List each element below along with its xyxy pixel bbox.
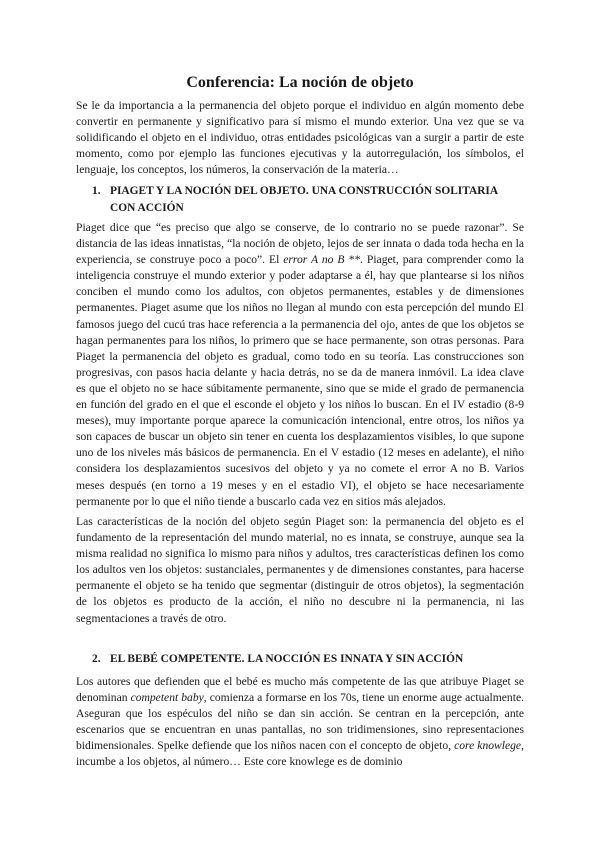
section-2-p1-emphasis-1: competent baby <box>130 691 204 705</box>
section-2-paragraph-1 <box>76 674 524 771</box>
section-1-paragraph-2: Las características de la noción del objeto según Piaget son: la permanencia del objeto es el fundamento de la representación del mundo material, no es innata, se construye, aunque sea la misma realidad no significa lo mismo para niños y adultos, tres características definen los como los adultos ven los objetos: sustanciales, permanentes y de dimensiones constantes, para hacerse permanente el objeto se ha tenido que segmentar (distinguir de otros objetos), la segmentación de los objetos es producto de la acción, el niño no descubre ni la permanencia, ni las segmentaciones a través de otro. <box>76 515 524 625</box>
page-title: Conferencia: La noción de objeto <box>186 74 414 91</box>
section-2-heading <box>92 651 524 668</box>
section-2-p1-text-a: Los autores que defienden que el bebé es mucho más competente de las que atribuye Piaget se denominan <box>76 675 524 705</box>
section-2-p1-text-c: , incumbe a los objetos, al número… Este core knowlege es de dominio <box>76 739 524 769</box>
section-2-number: 2. <box>92 653 101 665</box>
section-2-p1-text-b: , comienza a formarse en los 70s, tiene un enorme auge actualmente. Aseguran que los espéculos del niño se dan sin acción. Se centran en la percepción, ante escenarios que se encuentran en unas pantallas, no son tridimensiones, sino representaciones bidimensionales. Spelke defiende que los niños nacen con el concepto de objeto, <box>76 691 524 753</box>
section-1-p1-text-b: . Piaget, para comprender como la inteligencia construye el mundo exterior y poder adaptarse a él, hay que plantearse si los niños conciben el mundo como los adultos, con objetos permanentes, estables y de dimensiones permanentes. Piaget asume que los niños no llegan al mundo con esta percepción del mundo El famosos juego del cucú tras hace referencia a la permanencia del ojo, antes de que los objetos se hagan permanentes para los niños, lo primero que se hace permanente, son otras personas. Para Piaget la permanencia del objeto es gradual, como todo en su teoría. Las construcciones son progresivas, con pasos hacia delante y hacia detrás, no se da de manera inmóvil. La idea clave es que el objeto no se hace súbitamente permanente, sino que se mide el grado de permanencia en función del grado en el que el esconde el objeto y los niños lo buscan. En el IV estadio (8-9 meses), muy importante porque aparece la comunicación intencional, entre otros, los niños ya son capaces de buscar un objeto sin tener en cuenta los desplazamientos visibles, lo que supone uno de los niveles más básicos de permanencia. En el V estadio (12 meses en adelante), el niño considera los desplazamientos sucesivos del objeto y ya no comete el error A no B. Varios meses después (en torno a 19 meses y en el estadio VI), el objeto se hace necesariamente permanente por lo que el niño tiende a buscarlo cada vez en sitios más alejados. <box>76 253 524 508</box>
section-1-number: 1. <box>92 185 101 197</box>
intro-paragraph: Se le da importancia a la permanencia del objeto porque el individuo en algún momento debe convertir en permanente y significativo para sí mismo el mundo exterior. Una vez que se va solidificando el objeto en el individuo, otras entidades psicológicas van a surgir a partir de este momento, como por ejemplo las funciones ejecutivas y la autorregulación, los símbolos, el lenguaje, los conceptos, los números, la conservación de la materia… <box>76 99 524 177</box>
section-2-heading-text: EL BEBÉ COMPETENTE. LA NOCCIÓN ES INNATA Y SIN ACCIÓN <box>110 653 464 665</box>
section-1-heading-line1: PIAGET Y LA NOCIÓN DEL OBJETO. UNA CONSTRUCCIÓN SOLITARIA <box>110 185 499 197</box>
section-1-heading-line2: CON ACCIÓN <box>110 201 184 214</box>
section-1-heading <box>92 183 524 216</box>
section-1-p1-text-a: Piaget dice que “es preciso que algo se conserve, de lo contrario no se puede razonar”. Se distancia de las ideas innatistas, “la noción de objeto, lejos de ser innata o dada toda hecha en la experiencia, se construye poco a poco”. El <box>76 221 524 267</box>
section-1-paragraph-1 <box>76 220 524 510</box>
section-1-p1-emphasis: error A no B ** <box>283 253 361 267</box>
section-2-p1-emphasis-2: core knowlege <box>454 739 522 753</box>
